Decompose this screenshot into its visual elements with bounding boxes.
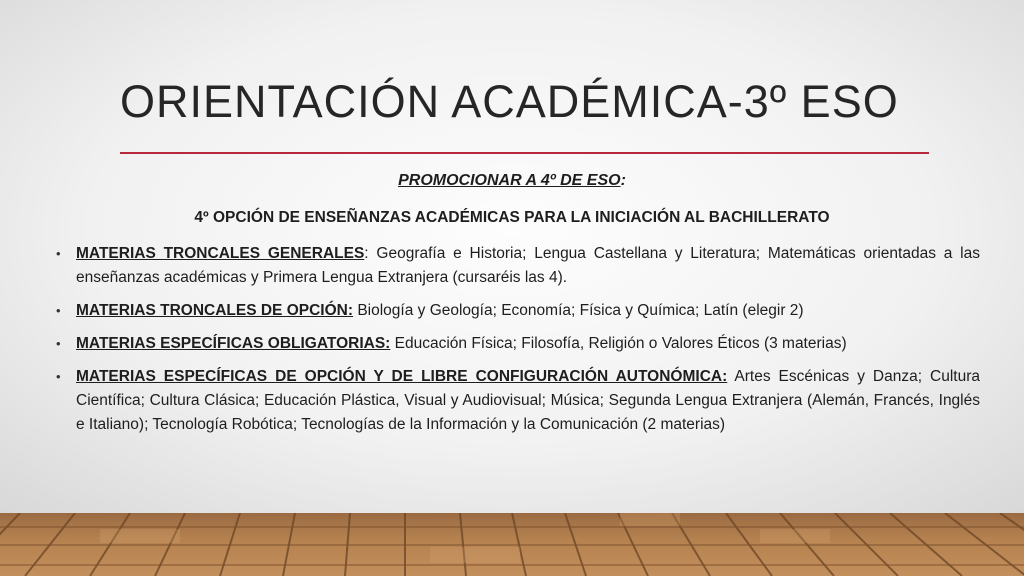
item-text: Artes Escénicas y Danza; Cultura Científica; Cultura Clásica; Educación Plástica, Visual y Audiovisual; Música; Segunda Lengua Extranjera (Alemán, Francés, Inglés e Italiano); Tecnología Robótica; Tecnologías de la Información y la Comunicación (2 materias) xyxy=(76,368,981,433)
subject-list xyxy=(54,242,980,446)
list-item xyxy=(54,299,980,323)
item-label: MATERIAS TRONCALES DE OPCIÓN: xyxy=(76,302,353,319)
bullet-icon: • xyxy=(56,246,61,261)
item-label: MATERIAS ESPECÍFICAS DE OPCIÓN Y DE LIBRE CONFIGURACIÓN AUTONÓMICA: xyxy=(76,368,728,385)
item-text: Biología y Geología; Economía; Física y Química; Latín (elegir 2) xyxy=(357,302,804,319)
item-text: Geografía e Historia; Lengua Castellana y Literatura; Matemáticas orientadas a las enseñanzas académicas y Primera Lengua Extranjera (cursaréis las 4). xyxy=(76,245,980,286)
list-item xyxy=(54,332,980,356)
bullet-icon: • xyxy=(56,336,61,351)
subtitle-suffix: : xyxy=(620,172,626,189)
floor-planks xyxy=(0,513,1024,576)
bullet-icon: • xyxy=(56,369,61,384)
bullet-icon: • xyxy=(56,303,61,318)
list-item xyxy=(54,242,980,290)
item-label: MATERIAS TRONCALES GENERALES xyxy=(76,245,365,262)
item-text: Educación Física; Filosofía, Religión o Valores Éticos (3 materias) xyxy=(394,335,847,352)
item-label: MATERIAS ESPECÍFICAS OBLIGATORIAS: xyxy=(76,335,391,352)
section-heading: 4º OPCIÓN DE ENSEÑANZAS ACADÉMICAS PARA LA INICIACIÓN AL BACHILLERATO xyxy=(194,209,830,226)
slide-title: ORIENTACIÓN ACADÉMICA-3º ESO xyxy=(120,76,899,127)
item-separator: : xyxy=(364,245,377,262)
wood-floor xyxy=(0,513,1024,576)
list-item xyxy=(54,365,980,437)
subtitle xyxy=(0,172,1024,190)
subtitle-underlined-text: PROMOCIONAR A 4º DE ESO xyxy=(398,172,621,189)
title-divider xyxy=(120,152,929,154)
